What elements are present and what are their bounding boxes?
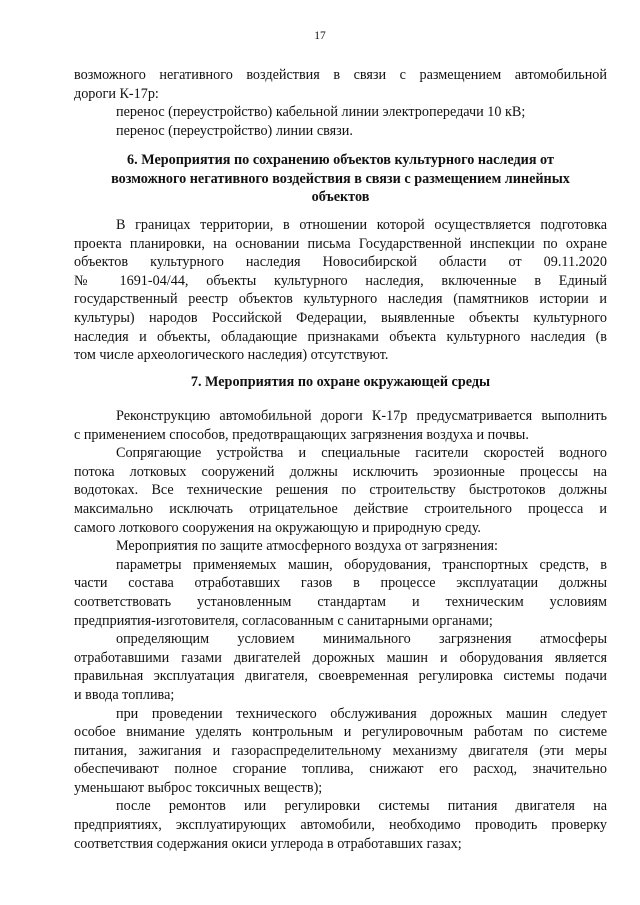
text-line: с применением способов, предотвращающих загрязнения воздуха и почвы.	[74, 426, 529, 443]
text-line: культуры) народов Российской Федерации, выявленные объекты культурного	[74, 309, 607, 326]
text-line: при проведении технического обслуживания дорожных машин следует	[116, 705, 607, 722]
text-line: государственный реестр объектов культурного наследия (памятников истории и	[74, 291, 607, 308]
text-line: соответствия содержания окиси углерода в отработавших газах;	[74, 835, 462, 852]
text-line: В границах территории, в отношении которой осуществляется подготовка	[116, 217, 607, 233]
text-line: возможного негативного воздействия в связи с размещением автомобильной	[74, 67, 607, 83]
text-line: предприятиях, эксплуатирующих автомобили, необходимо проводить проверку	[74, 817, 607, 834]
text-line: параметры применяемых машин, оборудования, транспортных средств, в	[116, 556, 607, 573]
heading-line: 6. Мероприятия по сохранению объектов культурного наследия от	[127, 152, 554, 168]
section-6-heading	[74, 151, 607, 207]
text-line: особое внимание уделять контрольным и регулировочным работам по системе	[74, 724, 607, 741]
text-line: после ремонтов или регулировки системы питания двигателя на	[116, 798, 607, 815]
text-line: соответствовать установленным стандартам и техническим условиям	[74, 593, 607, 610]
text-line: самого лоткового сооружения на окружающую и природную среду.	[74, 519, 481, 536]
text-line: предприятия-изготовителя, согласованным с санитарными органами;	[74, 612, 493, 629]
heading-line: возможного негативного воздействия в связи с размещением линейных	[111, 170, 570, 187]
section-6-paragraph	[74, 216, 607, 365]
list-item: перенос (переустройство) кабельной линии электропередачи 10 кВ;	[116, 104, 526, 121]
text-line: Мероприятия по защите атмосферного воздуха от загрязнения:	[116, 538, 498, 555]
text-line: Реконструкцию автомобильной дороги К-17р предусматривается выполнить	[116, 408, 607, 424]
text-line: отработавшими газами двигателей дорожных машин и оборудования является	[74, 649, 607, 666]
text-line: части состава отработавших газов в процессе эксплуатации должны	[74, 575, 607, 592]
text-line: проекта планировки, на основании письма Государственной инспекции по охране	[74, 235, 607, 252]
text-line: № 1691-04/44, объекты культурного наследия, включенные в Единый	[74, 272, 607, 289]
section-7-heading	[74, 373, 607, 392]
text-line: объектов культурного наследия Новосибирской области от 09.11.2020	[74, 254, 607, 271]
text-line: и ввода топлива;	[74, 686, 175, 703]
text-line: обеспечивают полное сгорание топлива, снижают его расход, значительно	[74, 761, 607, 778]
text-line: правильная эксплуатация двигателя, своевременная регулировка системы подачи	[74, 668, 607, 685]
intro-paragraph	[74, 66, 607, 140]
text-line: определяющим условием минимального загрязнения атмосферы	[116, 631, 607, 648]
text-line: дороги К-17р:	[74, 85, 159, 102]
list-item: перенос (переустройство) линии связи.	[116, 122, 353, 139]
text-line: наследия и объекты, обладающие признаками объекта культурного наследия (в	[74, 328, 607, 345]
text-line: потока лотковых сооружений должны исключить эрозионные процессы на	[74, 463, 607, 480]
heading-line: объектов	[311, 189, 370, 206]
text-line: питания, зажигания и газораспределительному механизму двигателя (эти меры	[74, 742, 607, 759]
text-line: том числе археологического наследия) отсутствуют.	[74, 347, 389, 364]
text-line: уменьшают выброс токсичных веществ);	[74, 779, 323, 796]
section-7-body	[74, 407, 607, 853]
page-number: 17	[314, 30, 326, 42]
heading-line: 7. Мероприятия по охране окружающей среды	[190, 374, 491, 390]
text-line: максимально исключать отрицательное действие строительного процесса и	[74, 500, 607, 517]
text-line: водотоках. Все технические решения по строительству быстротоков должны	[74, 482, 607, 499]
text-line: Сопрягающие устройства и специальные гасители скоростей водного	[116, 445, 607, 462]
